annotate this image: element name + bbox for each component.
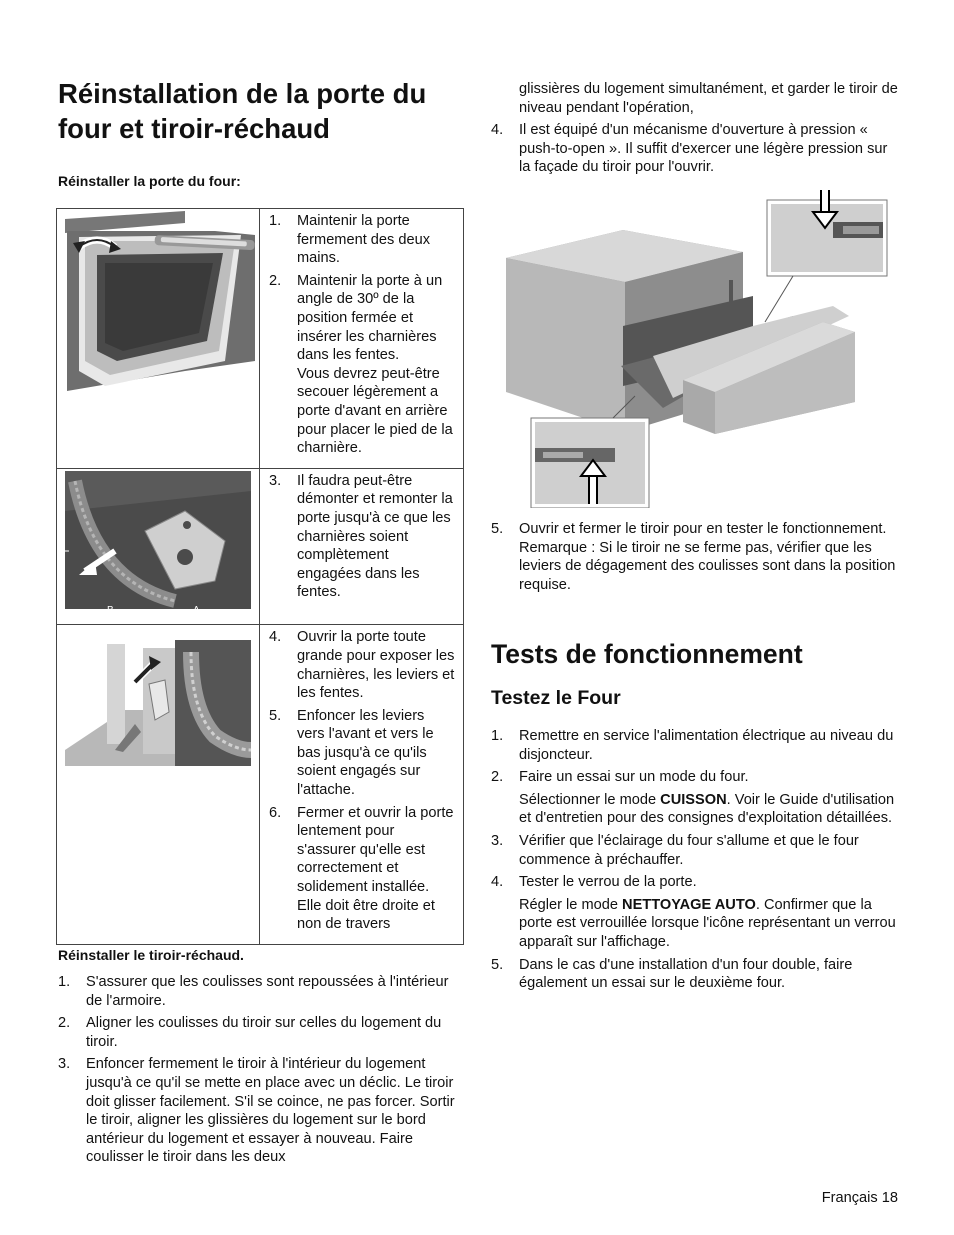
- warming-drawer-illustration: [503, 186, 889, 508]
- door-angle-illustration: [65, 211, 255, 393]
- page-number: Français 18: [821, 1190, 898, 1206]
- tests-title: Tests de fonctionnement: [491, 639, 803, 669]
- drawer-subtitle: Réinstaller le tiroir-réchaud.: [58, 947, 244, 963]
- continuation-text: glissières du logement simultanément, et garder le tiroir de niveau pendant l'opération,: [519, 81, 898, 116]
- list-item: 2. Aligner les coulisses du tiroir sur celles du logement du tiroir.: [58, 1015, 442, 1050]
- door-step-3: [260, 468, 464, 625]
- list-item: 6. Fermer et ouvrir la porte lentement pour s'assurer qu'elle est correctement et solidement installée. Elle doit être droite et non de travers: [269, 804, 454, 933]
- list-item: 4. Tester le verrou de la porte. Régler le mode NETTOYAGE AUTO. Confirmer que la porte est verrouillée lorsque l'icône représentant un verrou apparaît sur l'affichage.: [491, 874, 896, 950]
- list-item: 2. Faire un essai sur un mode du four. Sélectionner le mode CUISSON. Voir le Guide d'utilisation et d'entretien pour des consignes d'exploitation détaillées.: [491, 769, 895, 827]
- list-item: 2. Maintenir la porte à un angle de 30º de la position fermée et insérer les charnières dans les fentes. Vous devrez peut-être secouer légèrement a porte d'avant en arrière pour placer le pied de la charnière.: [269, 272, 453, 457]
- drawer-steps: [58, 973, 466, 1171]
- lever-illustration-cell: [57, 625, 260, 945]
- door-steps-table: [56, 208, 464, 945]
- list-item: 5. Dans le cas d'une installation d'un four double, faire également un essai sur le deuxième four.: [491, 956, 853, 992]
- tests-list: [491, 727, 901, 997]
- door-subtitle: Réinstaller la porte du four:: [58, 173, 241, 189]
- lever-illustration: [65, 640, 251, 766]
- list-item: 4. Ouvrir la porte toute grande pour exposer les charnières, les leviers et les fentes.: [269, 629, 455, 702]
- list-item: 1. S'assurer que les coulisses sont repoussées à l'intérieur de l'armoire.: [58, 974, 449, 1009]
- list-item: 1. Remettre en service l'alimentation électrique au niveau du disjoncteur.: [491, 728, 894, 763]
- list-item: 3. Enfoncer fermement le tiroir à l'intérieur du logement jusqu'à ce qu'il se mette en place avec un déclic. Le tiroir doit glisser facilement. S'il se coince, ne pas forcer. Sortir le tiroir, aligner les glissières du logement sur le bord antérieur du logement et essayer à nouveau. Faire coulisser le tiroir dans les deux: [58, 1056, 455, 1166]
- door-steps-4-6: [260, 625, 464, 945]
- label-a: A: [193, 605, 200, 617]
- page-title: Réinstallation de la porte du four et tiroir-réchaud: [58, 78, 427, 144]
- hinge-illustration-cell: [57, 468, 260, 625]
- drawer-steps-continued: [491, 80, 901, 177]
- hinge-illustration: [65, 471, 251, 609]
- list-item: 1. Maintenir la porte fermement des deux mains.: [269, 213, 431, 267]
- label-b: B: [107, 605, 114, 617]
- list-item: 3. Vérifier que l'éclairage du four s'allume et que le four commence à préchauffer.: [491, 832, 859, 868]
- list-item: 5. Enfoncer les leviers vers l'avant et vers le bas jusqu'à ce qu'ils soient engagés sur l'attache.: [269, 707, 434, 799]
- door-steps-1-2: [260, 209, 464, 469]
- list-item: 3. Il faudra peut-être démonter et remonter la porte jusqu'à ce que les charnières soient complètement engagées dans les fentes.: [269, 472, 453, 601]
- list-item: 5. Ouvrir et fermer le tiroir pour en tester le fonctionnement. Remarque : Si le tiroir ne se ferme pas, vérifier que les leviers de dégagement des coulisses sont dans la position requise.: [491, 521, 896, 593]
- tests-subtitle: Testez le Four: [491, 687, 621, 709]
- list-item: 4. Il est équipé d'un mécanisme d'ouverture à pression « push-to-open ». Il suffit d'exercer une légère pression sur la façade du tiroir pour l'ouvrir.: [491, 122, 888, 176]
- door-angle-illustration-cell: [57, 209, 260, 469]
- drawer-step-5: [491, 520, 901, 594]
